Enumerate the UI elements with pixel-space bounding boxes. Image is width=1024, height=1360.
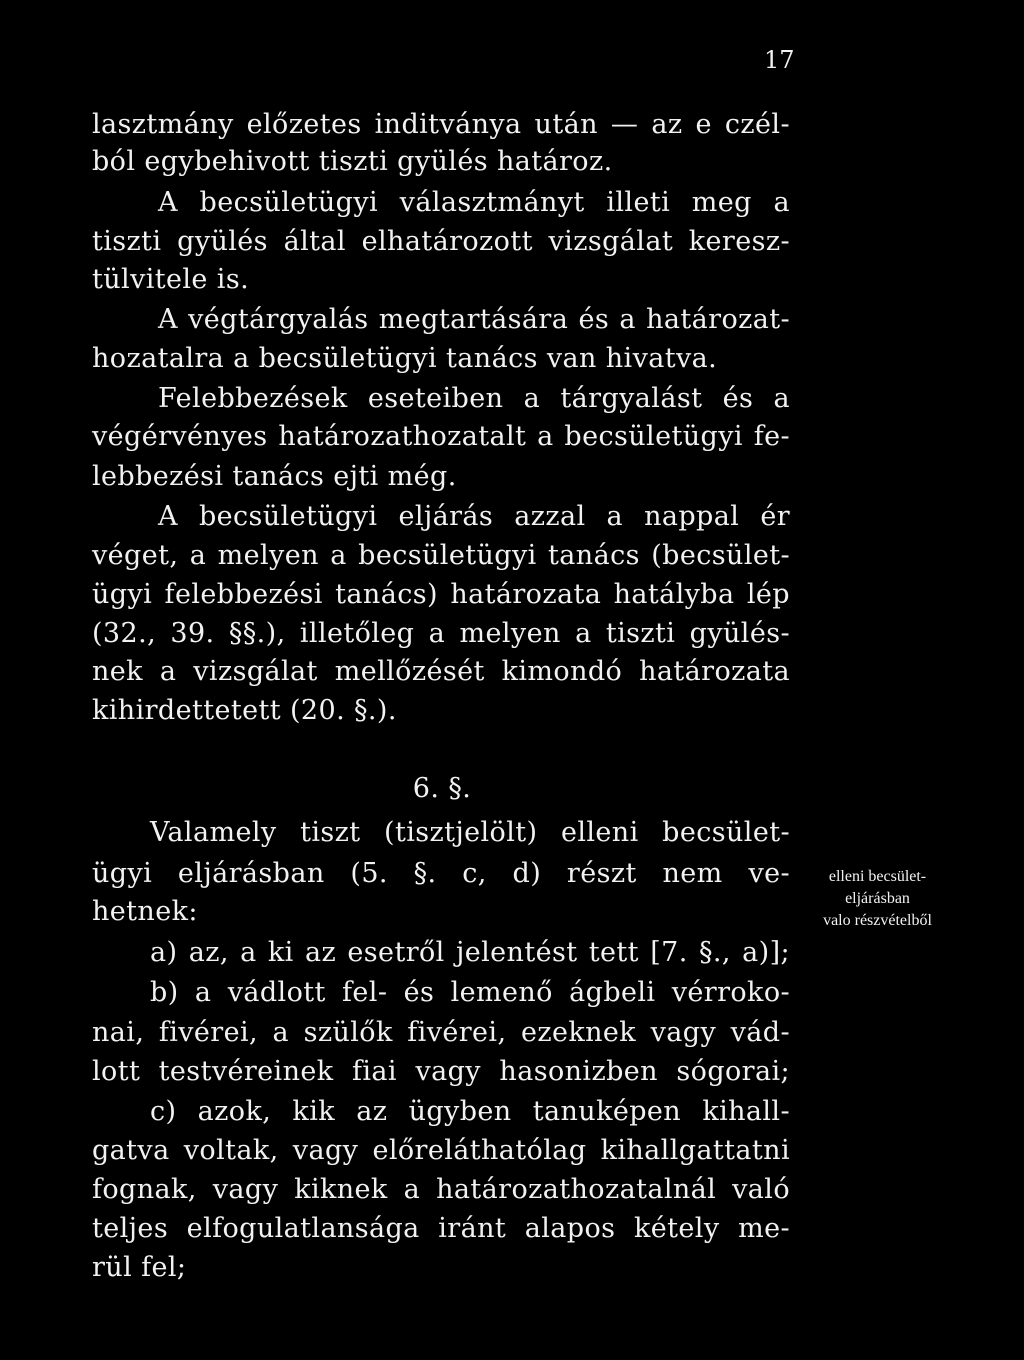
text-line: lebbezési tanács ejti még. — [92, 461, 457, 492]
text-line: végérvényes határozathozatalt a becsületügyi fe- — [92, 421, 790, 452]
margin-note — [790, 866, 965, 932]
text-line: hetnek: — [92, 896, 198, 927]
text-line: c) azok, kik az ügyben tanuképen kihall- — [150, 1096, 790, 1127]
text-line: fognak, vagy kiknek a határozathozatalnál való — [92, 1174, 790, 1205]
text-line: Felebbezések eseteiben a tárgyalást és a — [158, 383, 790, 414]
text-line: tiszti gyülés által elhatározott vizsgálat keresz- — [92, 226, 790, 257]
text-line: lasztmány előzetes inditványa után — az e czél- — [92, 109, 790, 140]
text-line: hozatalra a becsületügyi tanács van hivatva. — [92, 343, 718, 374]
page-number: 17 — [764, 46, 795, 74]
text-line: b) a vádlott fel- és lemenő ágbeli vérroko- — [150, 977, 790, 1008]
text-line: teljes elfogulatlansága iránt alapos kétely me- — [92, 1213, 790, 1244]
text-line: nai, fivérei, a szülők fivérei, ezeknek vagy vád- — [92, 1017, 790, 1048]
text-line: tülvitele is. — [92, 264, 250, 295]
text-line: nek a vizsgálat mellőzését kimondó határozata — [92, 656, 790, 687]
text-line: A becsületügyi eljárás azzal a nappal ér — [158, 501, 790, 532]
text-line: A végtárgyalás megtartására és a határozat- — [158, 304, 790, 335]
margin-note-line: elleni becsület- — [828, 868, 927, 885]
text-line: a) az, a ki az esetről jelentést tett [7. §., a)]; — [150, 937, 790, 968]
text-line: ból egybehivott tiszti gyülés határoz. — [92, 146, 613, 177]
text-line: lott testvéreinek fiai vagy hasonizben sógorai; — [92, 1056, 790, 1087]
margin-note-line: valo részvételből — [823, 912, 932, 929]
text-line: kihirdettetett (20. §.). — [92, 695, 397, 726]
text-line: Valamely tiszt (tisztjelölt) elleni becsület- — [150, 817, 790, 848]
text-line: ügyi eljárásban (5. §. c, d) részt nem ve- — [92, 858, 790, 889]
text-line: ügyi felebbezési tanács) határozata hatályba lép — [92, 579, 790, 610]
text-line: gatva voltak, vagy előreláthatólag kihallgattatni — [92, 1135, 790, 1166]
text-line: rül fel; — [92, 1252, 187, 1283]
section-heading: 6. §. — [412, 773, 472, 804]
margin-note-line: eljárásban — [845, 890, 910, 907]
text-line: A becsületügyi választmányt illeti meg a — [158, 187, 790, 218]
text-line: (32., 39. §§.), illetőleg a melyen a tiszti gyülés- — [92, 618, 790, 649]
text-line: véget, a melyen a becsületügyi tanács (becsület- — [92, 540, 790, 571]
